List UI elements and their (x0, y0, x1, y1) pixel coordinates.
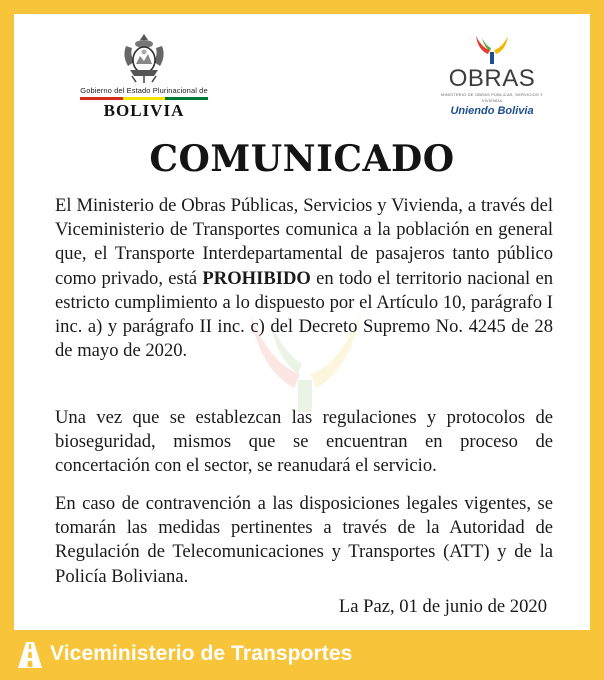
paragraph-resumption: Una vez que se establezcan las regulaciones y protocolos de bioseguridad, mismos que se encuentran en proceso de concertación con el sector, se reanudará el servicio. (55, 407, 553, 477)
footer-label: Viceministerio de Transportes (50, 642, 353, 665)
ministry-subline: MINISTERIO DE OBRAS PÚBLICAS, SERVICIOS Y VIVIENDA (441, 92, 543, 103)
paragraph-enforcement: En caso de contravención a las disposiciones legales vigentes, se tomarán las medidas pertinentes a través de la Autoridad de Regulación de Telecomunicaciones y Transportes (ATT) y de la Policía Boliviana. (55, 493, 553, 587)
road-icon (18, 642, 42, 668)
communique-sheet (14, 14, 590, 630)
paragraph1-text-end: en todo el territorio nacional en estricto cumplimiento a lo dispuesto por el Artículo 10, parágrafo I inc. a) y parágrafo II inc. c) del Decreto Supremo No. 4245 de 28 de mayo de 2020. (55, 267, 553, 362)
obras-tagline: Uniendo Bolivia (450, 105, 534, 117)
obras-logo-icon (468, 32, 516, 66)
government-caption: Gobierno del Estado Plurinacional de (80, 86, 208, 95)
paragraph1-text-start: El Ministerio de Obras Públicas, Servicios y Vivienda, a través del Viceministerio de Transportes comunica a la población en general que, el Transporte Interdepartamental de pasajeros tanto público como privado, está (55, 195, 553, 289)
footer-bar (0, 630, 604, 680)
country-name: BOLIVIA (103, 101, 185, 120)
bolivia-coat-of-arms-icon (120, 32, 168, 84)
obras-logo (432, 32, 552, 132)
prohibited-emphasis: PROHIBIDO (202, 267, 311, 289)
flag-stripe (80, 97, 208, 100)
bolivia-government-logo (64, 32, 224, 132)
obras-wordmark: OBRAS (448, 65, 536, 92)
document-title: COMUNICADO (149, 138, 455, 180)
paragraph-announcement (55, 194, 553, 363)
dateline: La Paz, 01 de junio de 2020 (338, 596, 547, 617)
